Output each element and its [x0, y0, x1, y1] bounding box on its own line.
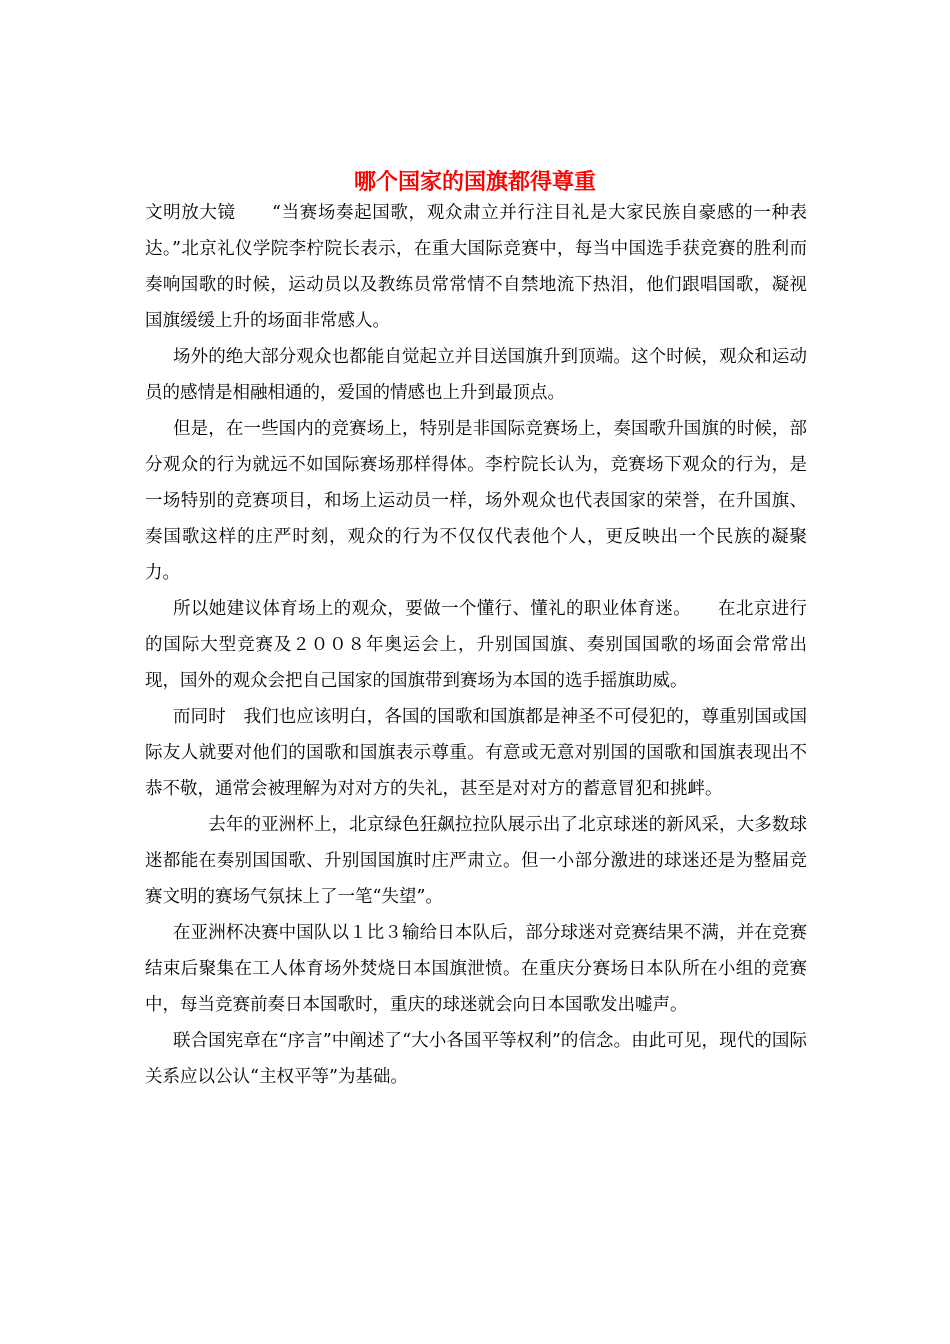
- paragraph-3: 但是，在一些国内的竞赛场上，特别是非国际竞赛场上，奏国歌升国旗的时候，部分观众的行为就远不如国际赛场那样得体。李柠院长认为，竞赛场下观众的行为，是一场特别的竞赛项目，和场上运动员一样，场外观众也代表国家的荣誉，在升国旗、奏国歌这样的庄严时刻，观众的行为不仅仅代表他个人，更反映出一个民族的凝聚力。: [145, 419, 807, 583]
- paragraph-1: 文明放大镜 “当赛场奏起国歌，观众肃立并行注目礼是大家民族自豪感的一种表达。”北京礼仪学院李柠院长表示，在重大国际竞赛中，每当中国选手获竞赛的胜利而奏响国歌的时候，运动员以及教练员常常情不自禁地流下热泪，他们跟唱国歌，凝视国旗缓缓上升的场面非常感人。: [145, 203, 807, 331]
- paragraph-7: 在亚洲杯决赛中国队以１比３输给日本队后，部分球迷对竞赛结果不满，并在竞赛结束后聚集在工人体育场外焚烧日本国旗泄愤。在重庆分赛场日本队所在小组的竞赛中，每当竞赛前奏日本国歌时，重庆的球迷就会向日本国歌发出嘘声。: [145, 923, 807, 1015]
- paragraph-8: 联合国宪章在“序言”中阐述了“大小各国平等权利”的信念。由此可见，现代的国际关系应以公认“主权平等”为基础。: [145, 1031, 807, 1087]
- document-body: [145, 195, 807, 1095]
- paragraph-4: 所以她建议体育场上的观众，要做一个懂行、懂礼的职业体育迷。 在北京进行的国际大型竞赛及２００８年奥运会上，升别国国旗、奏别国国歌的场面会常常出现，国外的观众会把自己国家的国旗带到赛场为本国的选手摇旗助威。: [145, 599, 807, 691]
- document-title: 哪个国家的国旗都得尊重: [353, 168, 596, 195]
- paragraph-5: 而同时 我们也应该明白，各国的国歌和国旗都是神圣不可侵犯的，尊重别国或国际友人就要对他们的国歌和国旗表示尊重。有意或无意对别国的国歌和国旗表现出不恭不敬，通常会被理解为对对方的失礼，甚至是对对方的蓄意冒犯和挑衅。: [145, 707, 807, 799]
- paragraph-2: 场外的绝大部分观众也都能自觉起立并目送国旗升到顶端。这个时候，观众和运动员的感情是相融相通的，爱国的情感也上升到最顶点。: [145, 347, 807, 403]
- paragraph-6: 去年的亚洲杯上，北京绿色狂飙拉拉队展示出了北京球迷的新风采，大多数球迷都能在奏别国国歌、升别国国旗时庄严肃立。但一小部分激进的球迷还是为整届竞赛文明的赛场气氛抹上了一笔“失望”。: [145, 815, 807, 907]
